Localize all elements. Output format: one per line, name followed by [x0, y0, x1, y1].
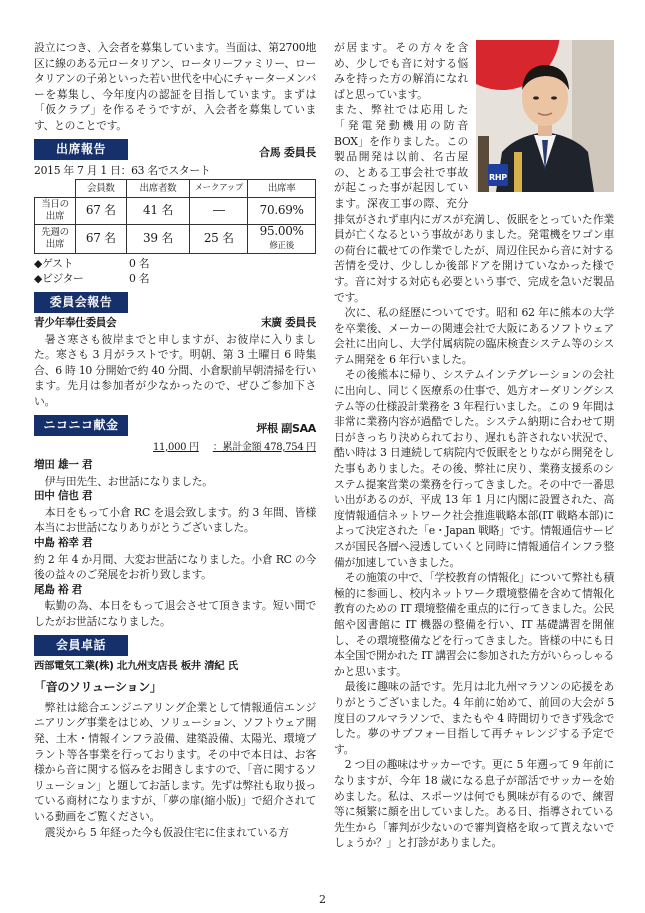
attendance-reporter: 合馬 委員長 [258, 145, 316, 159]
page-number: 2 [319, 893, 326, 906]
donor-name: 田中 信也 君 [34, 490, 93, 503]
speaker-photo [476, 40, 614, 192]
attendance-date: 2015 年 7 月 1 日：63 名でスタート [34, 163, 211, 177]
speech-speaker: 西部電気工業(株) 北九州支店長 板井 清紀 氏 [34, 659, 238, 672]
donor-message: 本日をもって小倉 RC を退会致します。約 3 年間、皆様本当にお世話になりありがとうございました。 [34, 505, 316, 535]
attendance-header: 出席報告 [34, 139, 128, 160]
speech-paragraph: 最後に趣味の話です。先月は北九州マラソンの応援をありがとうございました。4 年前に始めて、前回の大会が 5 度目のフルマラソンで、またもや 4 時間切りできず残念でした。夢のサブフォー目指して再チャレンジする予定です。 [334, 680, 614, 756]
col-makeup: メークアップ [190, 180, 248, 198]
speech-title: 「音のソリューション」 [34, 680, 162, 695]
speech-paragraph: その施策の中で、「学校教育の情報化」について弊社も積極的に参画し、校内ネットワーク環境整備を含めて情報化教育のための IT 環境整備を重点的に行ってきました。公民館や図書館に IT 機器の整備を行い、IT 基礎講習を開催し、その環境整備などを行ってきました。皆様の中にも日本全国で開かれた IT 講習会に参加された方がいらっしゃるかと思います。 [334, 571, 614, 678]
donor-message: 約 2 年 4 か月間、大変お世話になりました。小倉 RC の今後の益々のご発展をお祈り致します。 [34, 552, 316, 582]
table-row: 先週の 出席 67 名 39 名 25 名 95.00% 修正後 [35, 224, 316, 253]
photo-badge: RHP [489, 173, 507, 182]
nikoniko-amount: 11,000 円 [153, 441, 199, 453]
donor-name: 中島 裕幸 君 [34, 537, 93, 550]
speech-header: 会員卓話 [34, 635, 128, 656]
attendance-table [34, 179, 316, 254]
committee-header: 委員会報告 [34, 292, 128, 313]
nikoniko-reporter: 坪根 副SAA [256, 421, 316, 435]
intro-paragraph: 設立につき、入会者を募集しています。当面は、第2700地区に線のある元ロータリアン、ロータリーファミリー、ロータリアンの子弟といった若い世代を中心にチャーターメンバーを募集し、今年度内の認証を目指しています。まずは「仮クラブ」を作るそうですが、入会者を募集しています、とのことです。 [34, 41, 316, 132]
committee-name: 青少年奉仕委員会 [34, 316, 117, 329]
speech-paragraph: 震災から 5 年経った今も仮設住宅に住まれている方 [44, 825, 289, 839]
col-rate: 出席率 [248, 180, 316, 198]
committee-title-row [34, 316, 316, 332]
visitor-row: ◆ビジター 0 名 [34, 272, 150, 286]
donor-message: 転勤の為、本日をもって退会させて頂きます。短い間でしたがお世話になりました。 [34, 599, 316, 629]
speech-paragraph: 2 つ目の趣味はサッカーです。更に 5 年遡って 9 年前になりますが、今年 18 歳になる息子が部活でサッカーを始めました。私は、スポーツは何でも興味が有るので、練習等に頻繁に顔を出していました。ある日、指導されている先生から「審判が少ないので審判資格を取って貰えないでしょうか？」と打診がありました。 [334, 758, 614, 850]
speech-paragraph: また、弊社では応用した「発電発動機用の防音 BOX」を作りました。この製品開発は以前、名古屋の、とある工事会社で事故が起こった事が起因しています。深夜工事の際、充分排気がされず車内にガスが充満し、仮眠をとっていた作業員が亡くなるという事故がありました。発電機をワゴン車の荷台に載せての作業でしたが、周辺住民から音に対する苦情を受け、少ししか後部ドアを開けていなかった様です。音に対する対応も必要という事で、完成を急いだ製品です。 [334, 103, 614, 304]
right-column [334, 40, 614, 851]
speech-paragraph: が居ます。その方々を含め、少しでも音に対する悩みを持った方の解消になればと思っています。 [334, 41, 468, 101]
nikoniko-total: ：累計金額 478,754 円 [212, 441, 316, 453]
nikoniko-header: ニコニコ献金 [34, 415, 128, 436]
guest-row: ◆ゲスト 0 名 [34, 256, 150, 270]
left-column [34, 40, 316, 840]
speech-paragraph: 弊社は総合エンジニアリング企業として情報通信エンジニアリング事業をはじめ、ソリューション、ソフトウェア開発、土木・情報インフラ設備、建築設備、太陽光、環境プラント等各事業を行っております。その中で本日は、お客様から音に関する悩みをお聞きしますので、「音に関するソリューション」と題してお話します。先ずは弊社も取り扱っている商材になりますが、「夢の扉(縮小版)」で紹介されている動画をご覧ください。 [34, 700, 316, 823]
col-attendees: 出席者数 [126, 180, 190, 198]
committee-reporter: 末廣 委員長 [261, 316, 316, 329]
donor-name: 尾島 裕 君 [34, 583, 82, 596]
nikoniko-amount-row [34, 440, 316, 456]
donor-message: 伊与田先生、お世話になりました。 [44, 474, 213, 488]
speech-paragraph: その後熊本に帰り、システムインテグレーションの会社に出向し、同じく医療系の仕事で、処方オーダリングシステム等の仕様設計業務を 3 年程行いました。この 9 年間は非常に業務内容が過酷でした。システム納期に合わせて期日がきっちり決められており、遅れも許されない状況で、酷い時は 3 日連続して病院内で仮眠をとりながら開発をした事もありました。その後、弊社に戻り、業務支援系のシステム提案営業の業務を行ってきました。その中で一番思い出があるのが、平成 13 年 1 月に内閣に設置された、高度情報通信ネットワーク社会推進戦略本部(IT 戦略本部)によって決定された「e・Japan 戦略」です。情報通信サービスが国民各層へ浸透していくと同時に情報通信インフラ整備が加速していきました。 [334, 368, 614, 569]
col-members: 会員数 [76, 180, 127, 198]
donor-name: 増田 雄一 君 [34, 459, 93, 472]
speech-paragraph: 次に、私の経歴についてです。昭和 62 年に熊本の大学を卒業後、メーカーの関連会社で大阪にあるソフトウェア会社に出向し、大学付属病院の臨床検査システム等のシステム開発を 6 年行いました。 [334, 306, 614, 366]
table-row: 当日の 出席 67 名 41 名 ― 70.69% [35, 197, 316, 224]
committee-body: 暑さ寒さも彼岸までと申しますが、お彼岸に入りました。寒さも 3 月がラストです。明朝、第 3 土曜日 6 時集合、6 時 10 分開始で約 40 分間、小倉駅前早朝清掃を行います。先月は参加者が少なかったので、ぜひご参加下さい。 [34, 332, 316, 408]
